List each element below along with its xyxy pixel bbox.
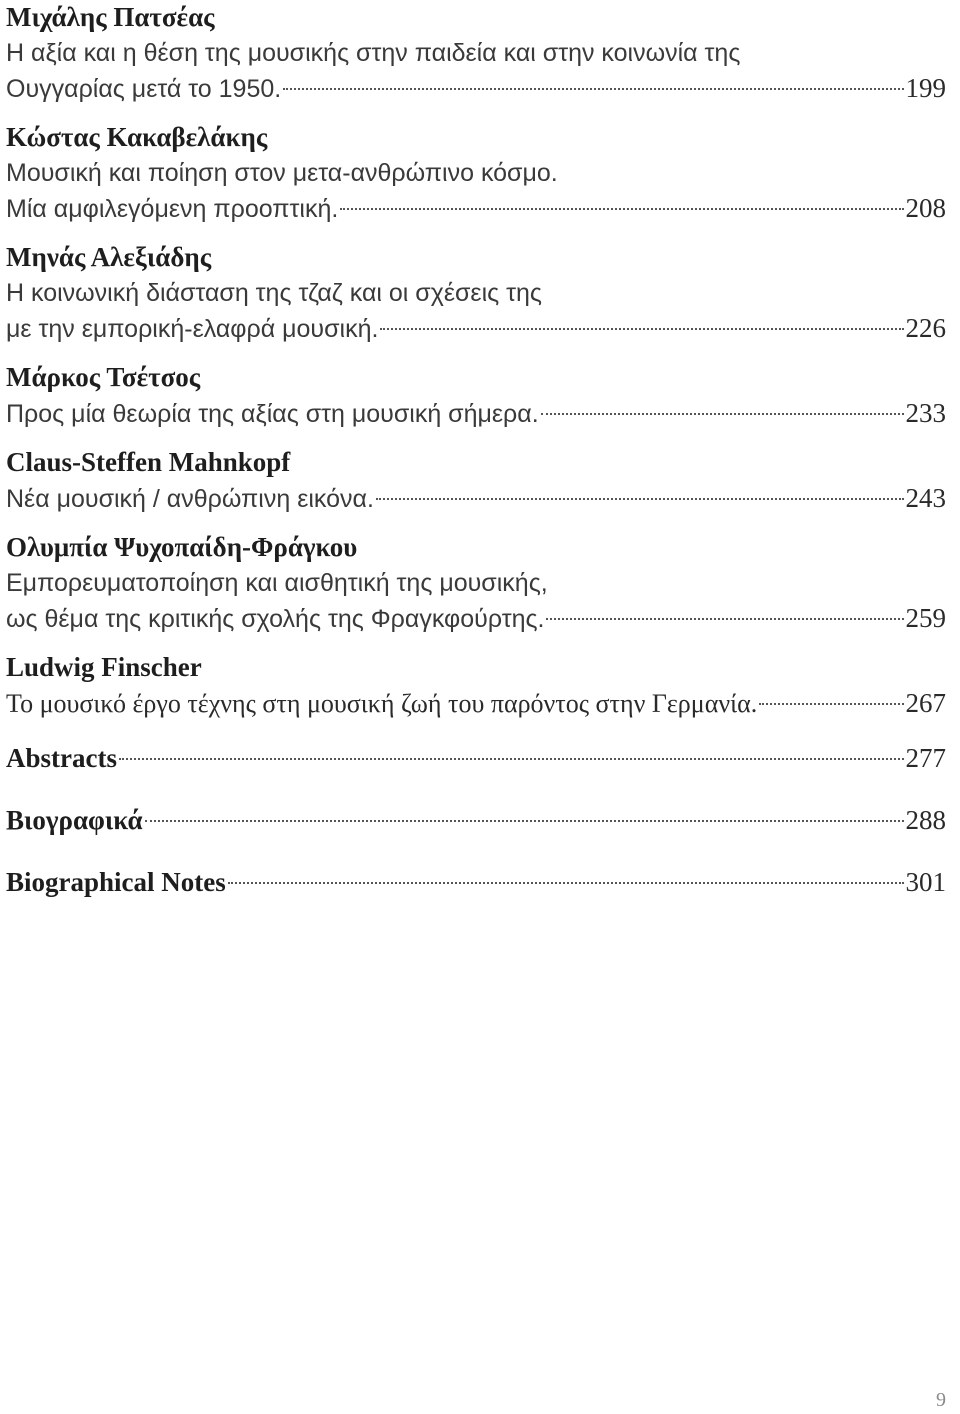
entry-page-number: 226 bbox=[905, 313, 946, 343]
dot-leader bbox=[380, 328, 903, 330]
section-page-number: 277 bbox=[905, 743, 946, 773]
dot-leader bbox=[541, 413, 904, 415]
entry-author: Ludwig Finscher bbox=[6, 652, 202, 682]
toc-entry bbox=[6, 240, 946, 346]
entry-page-number: 259 bbox=[905, 603, 946, 633]
dot-leader bbox=[228, 882, 904, 884]
entry-author: Κώστας Κακαβελάκης bbox=[6, 122, 268, 152]
entry-author: Μιχάλης Πατσέας bbox=[6, 2, 215, 32]
dot-leader bbox=[283, 88, 903, 90]
toc-entry bbox=[6, 120, 946, 226]
entry-title-last-line bbox=[6, 311, 946, 346]
entry-author: Ολυμπία Ψυχοπαίδη-Φράγκου bbox=[6, 532, 358, 562]
dot-leader bbox=[145, 820, 904, 822]
entry-page-number: 199 bbox=[905, 73, 946, 103]
toc-entry bbox=[6, 650, 946, 721]
entry-title-line: Η κοινωνική διάσταση της τζαζ και οι σχέσεις της bbox=[6, 279, 542, 307]
entry-title-last-line bbox=[6, 396, 946, 431]
entry-title-line: Η αξία και η θέση της μουσικής στην παιδεία και στην κοινωνία της bbox=[6, 39, 741, 67]
entry-title-last-line bbox=[6, 191, 946, 226]
toc-entry bbox=[6, 360, 946, 431]
entry-author: Μάρκος Τσέτσος bbox=[6, 362, 201, 392]
entry-title-text: Το μουσικό έργο τέχνης στη μουσική ζωή του παρόντος στην Γερμανία. bbox=[6, 689, 758, 718]
entry-title-line: Μουσική και ποίηση στον μετα-ανθρώπινο κόσμο. bbox=[6, 159, 558, 187]
dot-leader bbox=[546, 618, 903, 620]
section-page-number: 288 bbox=[905, 805, 946, 835]
entry-page-number: 208 bbox=[905, 193, 946, 223]
entry-title-text: Μία αμφιλεγόμενη προοπτική. bbox=[6, 195, 339, 223]
entry-title-text: Ουγγαρίας μετά το 1950. bbox=[6, 75, 282, 103]
entry-title-text: Νέα μουσική / ανθρώπινη εικόνα. bbox=[6, 485, 374, 513]
toc-entry bbox=[6, 530, 946, 636]
entry-title-last-line bbox=[6, 686, 946, 721]
dot-leader bbox=[119, 758, 904, 760]
entry-author: Μηνάς Αλεξιάδης bbox=[6, 242, 212, 272]
toc-section-abstracts bbox=[6, 739, 946, 777]
entry-title-text: με την εμπορική-ελαφρά μουσική. bbox=[6, 315, 379, 343]
page-number: 9 bbox=[936, 1389, 946, 1411]
table-of-contents bbox=[6, 0, 946, 901]
toc-section-biographika bbox=[6, 801, 946, 839]
toc-entry bbox=[6, 0, 946, 106]
section-title: Biographical Notes bbox=[6, 867, 226, 897]
toc-entry bbox=[6, 445, 946, 516]
toc-section-biographical-notes bbox=[6, 863, 946, 901]
entry-title-text: Προς μία θεωρία της αξίας στη μουσική σήμερα. bbox=[6, 400, 539, 428]
entry-title-last-line bbox=[6, 481, 946, 516]
dot-leader bbox=[376, 498, 904, 500]
dot-leader bbox=[340, 208, 903, 210]
section-title: Βιογραφικά bbox=[6, 805, 143, 835]
entry-page-number: 267 bbox=[905, 688, 946, 718]
entry-title-line: Εμπορευματοποίηση και αισθητική της μουσικής, bbox=[6, 569, 548, 597]
entry-title-last-line bbox=[6, 601, 946, 636]
section-page-number: 301 bbox=[905, 867, 946, 897]
section-title: Abstracts bbox=[6, 743, 117, 773]
entry-title-last-line bbox=[6, 71, 946, 106]
entry-author: Claus-Steffen Mahnkopf bbox=[6, 447, 291, 477]
entry-page-number: 233 bbox=[905, 398, 946, 428]
entry-title-text: ως θέμα της κριτικής σχολής της Φραγκφούρτης. bbox=[6, 605, 545, 633]
dot-leader bbox=[759, 703, 903, 705]
entry-page-number: 243 bbox=[905, 483, 946, 513]
